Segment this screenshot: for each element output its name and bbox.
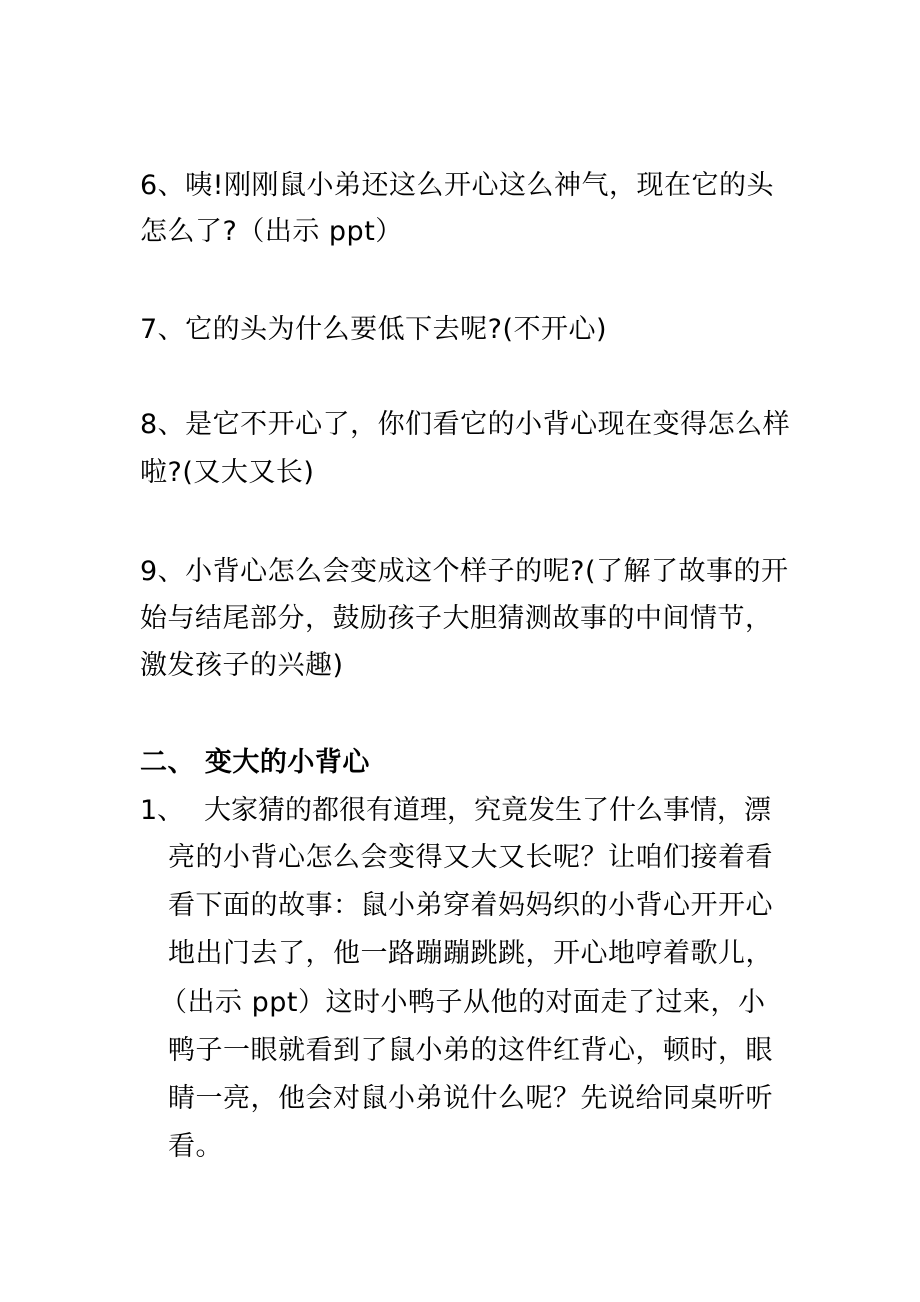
question-7-line-1: 7、它的头为什么要低下去呢?(不开心) [140,314,608,345]
item-1-line-6: 鸭子一眼就看到了鼠小弟的这件红背心，顿时，眼 [168,1035,773,1066]
question-9-line-1: 9、小背心怎么会变成这个样子的呢?(了解了故事的开 [140,556,789,587]
question-6-line-2: 怎么了?（出示 ppt） [140,216,403,247]
item-1-line-2: 亮的小背心怎么会变得又大又长呢？让咱们接着看 [168,842,773,873]
question-8-line-2: 啦?(又大又长) [140,457,315,488]
item-1-line-1: 大家猜的都很有道理，究竟发生了什么事情，漂 [204,795,771,826]
question-9-line-3: 激发孩子的兴趣) [140,650,344,681]
question-9-line-2: 始与结尾部分，鼓励孩子大胆猜测故事的中间情节， [140,603,773,634]
item-number: 1、 [140,795,185,826]
item-1-line-3: 看下面的故事：鼠小弟穿着妈妈织的小背心开开心 [168,890,773,921]
question-8-line-1: 8、是它不开心了，你们看它的小背心现在变得怎么样 [140,409,791,440]
question-6-line-1: 6、咦!刚刚鼠小弟还这么开心这么神气，现在它的头 [140,170,775,201]
item-1-line-4: 地出门去了，他一路蹦蹦跳跳，开心地哼着歌儿， [168,938,773,969]
section-heading: 二、 变大的小背心 [140,747,370,778]
item-1-line-7: 睛一亮，他会对鼠小弟说什么呢？先说给同桌听听 [168,1083,773,1114]
item-1-line-5: （出示 ppt）这时小鸭子从他的对面走了过来，小 [160,987,766,1018]
item-1-line-8: 看。 [168,1131,223,1162]
